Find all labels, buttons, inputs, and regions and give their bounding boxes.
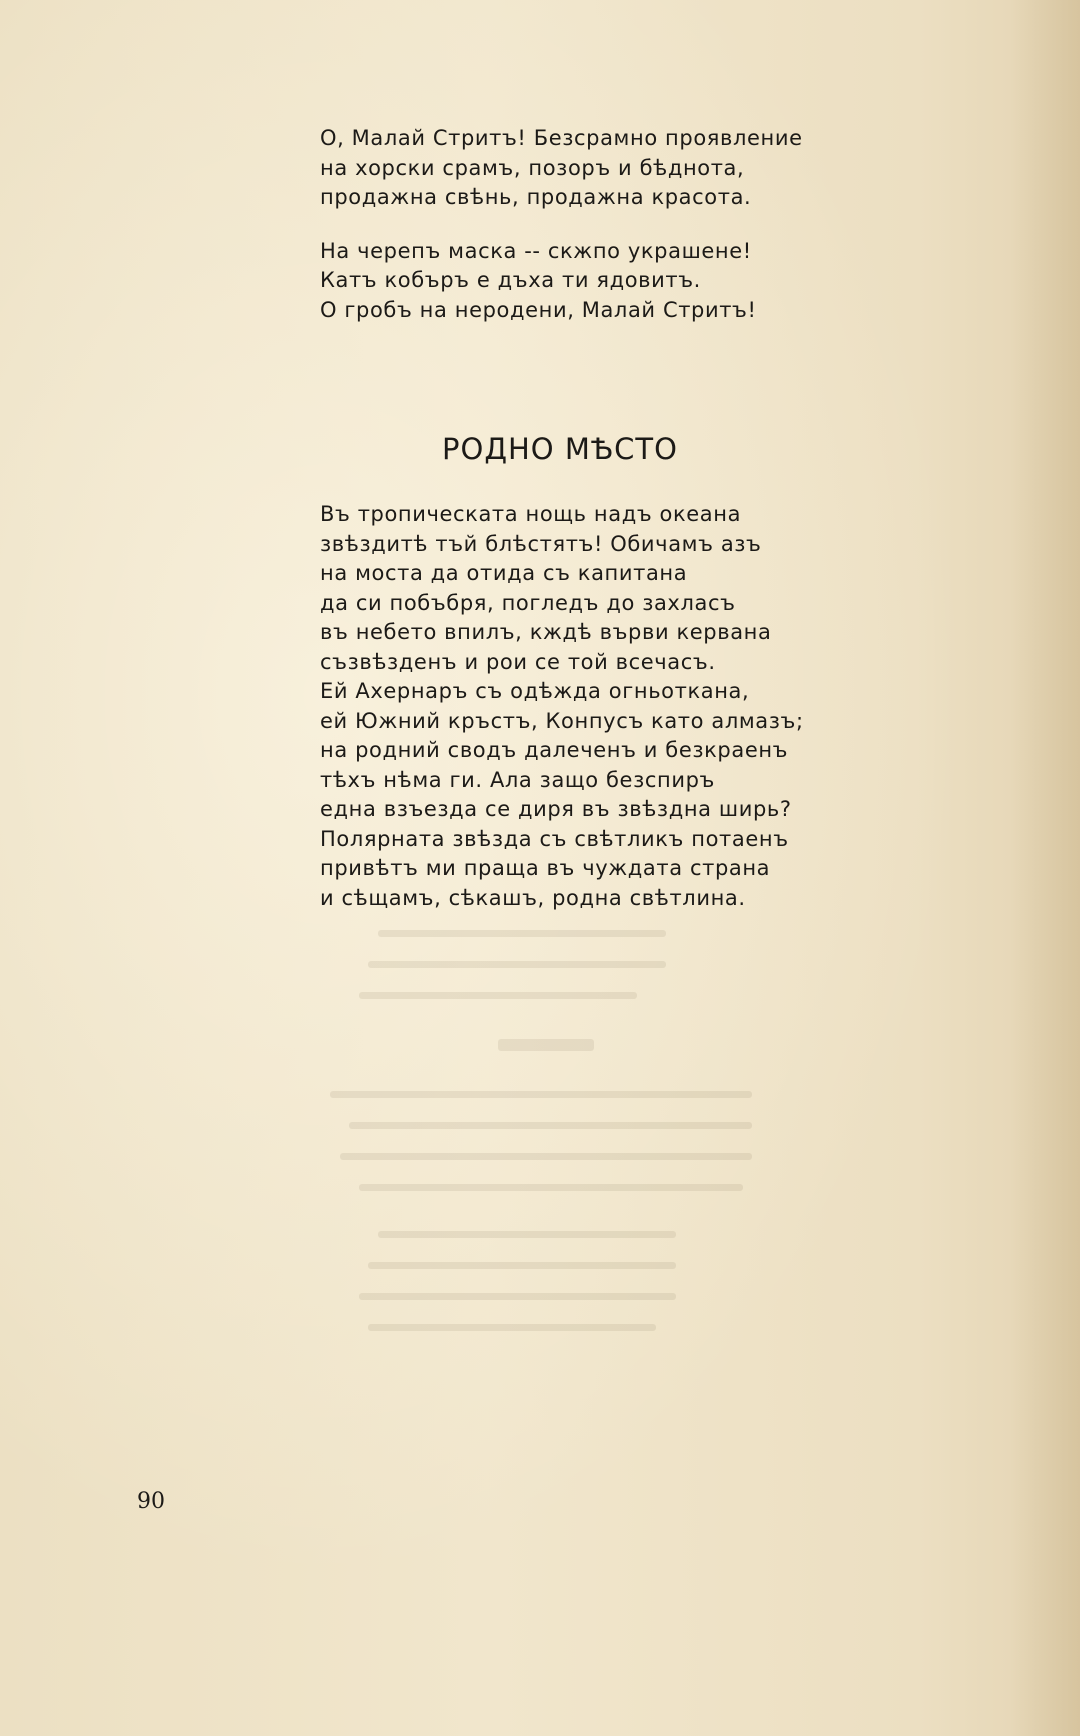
verse-line: На черепъ маска -- скжпо украшене! (320, 238, 752, 263)
verse-line: въ небето впилъ, кждѣ върви кервана (320, 620, 772, 644)
verse-line: на хорски срамъ, позоръ и бѣднота, (320, 155, 745, 180)
verse-line: една взъезда се диря въ звѣздна ширь? (320, 797, 792, 821)
verse-line: Ей Ахернаръ съ одѣжда огньоткана, (320, 679, 750, 703)
verse-line: на моста да отида съ капитана (320, 561, 688, 585)
verse-line: Въ тропическата нощь надъ океана (320, 502, 742, 526)
poem-title: РОДНО МѢСТО (442, 432, 678, 466)
verse-line: да си побъбря, погледъ до захласъ (320, 590, 736, 615)
verse-line: Полярната звѣзда съ свѣтликъ потаенъ (320, 826, 789, 851)
verse-line: и сѣщамъ, сѣкашъ, родна свѣтлина. (320, 885, 746, 910)
verse-line: на родний сводъ далеченъ и безкраенъ (320, 738, 789, 762)
verse-line: О гробъ на неродени, Малай Стритъ! (320, 297, 757, 322)
verse-line: звѣздитѣ тъй блѣстятъ! Обичамъ азъ (320, 531, 762, 556)
verse-line: продажна свѣнь, продажна красота. (320, 185, 752, 209)
page-number: 90 (137, 1489, 165, 1514)
verse-line: привѣтъ ми праща въ чуждата страна (320, 856, 771, 880)
verse-line: ей Южний кръстъ, Конпусъ като алмазъ; (320, 708, 804, 733)
previous-poem-ending (320, 124, 803, 325)
verse-line: Катъ кобъръ е дъха ти ядовитъ. (320, 268, 701, 292)
show-through-text (330, 930, 810, 1470)
poem-body (320, 500, 804, 913)
verse-line: съзвѣзденъ и рои се той всечасъ. (320, 649, 716, 674)
verse-line: О, Малай Стритъ! Безсрамно проявление (320, 126, 803, 150)
verse-line: тѣхъ нѣма ги. Ала защо безспиръ (320, 767, 715, 792)
page-edge-shadow (1010, 0, 1080, 1736)
